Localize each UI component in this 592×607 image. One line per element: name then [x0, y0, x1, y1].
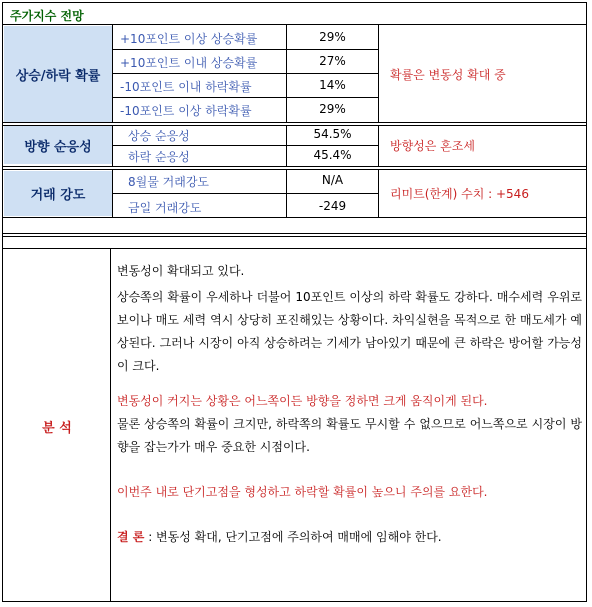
- row-label: +10포인트 이상 상승확률: [120, 32, 258, 46]
- row-label: -10포인트 이상 하락확률: [120, 104, 252, 118]
- row-label: +10포인트 이내 상승확률: [120, 56, 258, 70]
- section-comment: 방향성은 혼조세: [390, 139, 475, 153]
- row-label: 상승 순응성: [128, 129, 190, 143]
- conclusion: [117, 526, 582, 549]
- page-title: 주가지수 전망: [10, 9, 84, 23]
- row-value: 29%: [319, 102, 346, 116]
- section-label-direction: 방향 순응성: [4, 126, 112, 164]
- section-label-probability: 상승/하락 확률: [4, 26, 112, 122]
- analysis-highlight: 이번주 내로 단기고점을 형성하고 하락할 확률이 높으니 주의를 요한다.: [117, 485, 488, 499]
- row-divider: [112, 49, 379, 50]
- divider: [2, 166, 587, 167]
- row-label: 8월물 거래강도: [128, 175, 210, 189]
- row-value: 29%: [319, 30, 346, 44]
- analysis-text: [117, 258, 582, 549]
- row-label: 하락 순응성: [128, 150, 190, 164]
- conclusion-text: : 변동성 확대, 단기고점에 주의하여 매매에 임해야 한다.: [148, 530, 442, 544]
- analysis-highlight: 변동성이 커지는 상황은 어느쪽이든 방향을 정하면 크게 움직이게 된다.: [117, 394, 488, 408]
- row-value: 54.5%: [313, 127, 352, 141]
- row-value: 45.4%: [313, 148, 352, 162]
- conclusion-label: 결 론: [117, 530, 145, 544]
- divider: [2, 217, 587, 218]
- section-label-analysis: 분 석: [4, 252, 110, 600]
- row-value: N/A: [321, 173, 344, 187]
- row-divider: [112, 73, 379, 74]
- row-value: 14%: [319, 78, 346, 92]
- divider: [2, 233, 587, 234]
- row-label: -10포인트 이내 하락확률: [120, 80, 252, 94]
- divider: [2, 122, 587, 123]
- section-label-volume: 거래 강도: [4, 171, 112, 216]
- analysis-paragraph: 물론 상승쪽의 확률이 크지만, 하락쪽의 확률도 무시할 수 없으므로 어느쪽으로 시장이 방향을 잡는가가 매우 중요한 시점이다.: [117, 417, 582, 454]
- row-divider: [112, 193, 379, 194]
- divider: [2, 236, 587, 237]
- row-label: 금일 거래강도: [128, 201, 202, 215]
- section-comment: 리미트(한계) 수치 : +546: [390, 187, 529, 201]
- analysis-paragraph: 상승쪽의 확률이 우세하나 더불어 10포인트 이상의 하락 확률도 강하다. 매수세력 우위로 보이나 매도 세력 역시 상당히 포진해있는 상황이다. 차익실현을 목적으로 한 매도세가 예상된다. 그러나 시장이 아직 상승하려는 기세가 남아있기 때문에 큰 하락은 방어할 가능성이 크다.: [117, 290, 582, 373]
- section-comment: 확률은 변동성 확대 중: [390, 68, 506, 82]
- row-value: 27%: [319, 54, 346, 68]
- row-value: -249: [318, 199, 347, 213]
- analysis-paragraph: 변동성이 확대되고 있다.: [117, 264, 245, 278]
- row-divider: [112, 97, 379, 98]
- row-divider: [112, 145, 379, 146]
